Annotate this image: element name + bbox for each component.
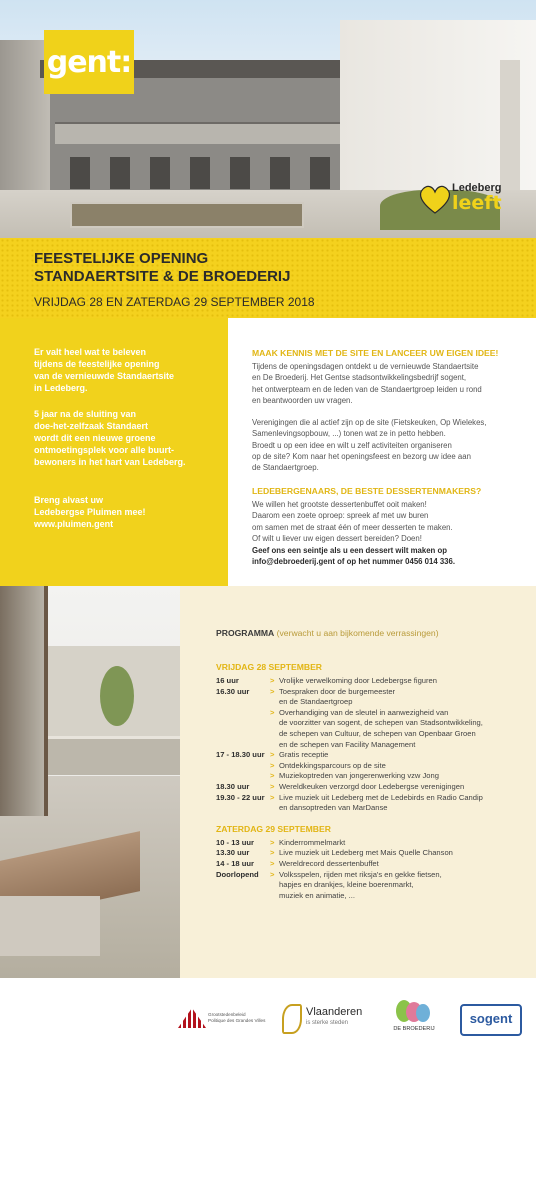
schedule-time: 17 - 18.30 uur <box>216 750 265 760</box>
hero-photo <box>0 0 536 238</box>
schedule-description: Ontdekkingsparcours op de site <box>279 760 386 770</box>
ledeberg-leeft-logo <box>414 178 526 218</box>
info-contact: Geef ons een seintje als u een dessert wilt maken op info@debroederij.gent of op het nummer 0456 014 336. <box>252 546 456 567</box>
courtyard-photo <box>0 586 180 978</box>
schedule-description: Wereldkeuken verzorgd door Ledebergse verenigingen <box>279 782 465 791</box>
grootstedenbeleid-text: Grootstedenbeleid Politique des Grandes Villes <box>208 1012 266 1023</box>
sogent-text: sogent <box>469 1011 513 1026</box>
arrow-icon: > <box>270 837 275 847</box>
schedule-time: 10 - 13 uur <box>216 837 254 847</box>
ledeberg-logo-line1: Ledeberg <box>452 182 502 194</box>
intro-paragraph-2: 5 jaar na de sluiting van doe-het-zelfzaak Standaert wordt dit een nieuwe groene ontmoetingsplek voor alle buurt- bewoners in het hart van Ledeberg. <box>34 409 186 467</box>
sogent-logo <box>460 1004 522 1036</box>
schedule-description: Gratis receptie <box>279 750 329 760</box>
schedule-description: Kinderrommelmarkt <box>279 837 346 847</box>
garden-bed <box>70 202 304 228</box>
arrow-icon: > <box>270 869 275 879</box>
schedule-time: 16 uur <box>216 676 239 685</box>
schedule-description: Vrolijke verwelkoming door Ledebergse figuren <box>279 676 438 685</box>
schedule-time: 18.30 uur <box>216 782 250 791</box>
gent-logo <box>44 30 134 94</box>
schedule-time: 16.30 uur <box>216 686 250 696</box>
vlaanderen-subtext: is sterke steden <box>306 1020 349 1026</box>
programme-heading: PROGRAMMA (verwacht u aan bijkomende verrassingen) <box>216 628 439 638</box>
title-line-2: STANDAERTSITE & DE BROEDERIJ <box>34 268 291 285</box>
arrow-icon: > <box>270 760 275 770</box>
gent-logo-text: gent: <box>46 44 132 80</box>
arrow-icon: > <box>270 676 275 685</box>
schedule-description: Overhandiging van de sleutel in aanwezigheid van de voorzitter van sogent, de schepen van Stadsontwikkeling, de schepen van Cultuur, de schepen van Openbaar Groen en de schepen van Facility Management <box>279 707 483 749</box>
leaf-icon <box>282 1004 302 1034</box>
programme-note: (verwacht u aan bijkomende verrassingen) <box>276 628 439 638</box>
arrow-icon: > <box>270 859 275 868</box>
arrow-icon: > <box>270 792 275 802</box>
day1-heading: VRIJDAG 28 SEPTEMBER <box>216 662 323 672</box>
broederij-text: DE BROEDERIJ <box>393 1026 435 1032</box>
schedule-time: 14 - 18 uur <box>216 859 254 868</box>
partner-logos <box>0 978 536 1200</box>
arrow-icon: > <box>270 771 275 781</box>
intro-panel <box>0 318 228 586</box>
schedule-description: Live muziek uit Ledeberg met de Ledebirds en Radio Candip en dansoptreden van MarDanse <box>279 792 483 813</box>
info-paragraph-3: We willen het grootste dessertenbuffet ooit maken! Daarom een zoete oproep: spreek af met uw buren om samen met de straat één of meer desserten te maken. Of wilt u liever uw eigen dessert bereiden? Doen! <box>252 500 453 543</box>
title-line-1: FEESTELIJKE OPENING <box>34 250 209 267</box>
programme-panel <box>180 586 536 978</box>
schedule-description: Wereldrecord dessertenbuffet <box>279 859 379 868</box>
event-date: VRIJDAG 28 EN ZATERDAG 29 SEPTEMBER 2018 <box>34 295 315 309</box>
info-paragraph-2: Verenigingen die al actief zijn op de site (Fietskeuken, Op Wielekes, Samenlevingsopbouw, ...) tonen wat ze in petto hebben. Broedt u op een idee en wilt u zelf activiteiten organiseren op de site? Kom naar het openingsfeest en bezorg uw idee aan de Standaertgroep. <box>252 418 487 473</box>
info-panel <box>228 318 536 586</box>
schedule-description: Toespraken door de burgemeester en de Standaertgroep <box>279 686 396 707</box>
arrow-icon: > <box>270 707 275 717</box>
arrow-icon: > <box>270 848 275 858</box>
day2-heading: ZATERDAG 29 SEPTEMBER <box>216 823 331 834</box>
schedule-description: Live muziek uit Ledeberg met Mais Quelle Chanson <box>279 848 453 858</box>
schedule-time: 19.30 - 22 uur <box>216 792 265 802</box>
vlaanderen-text: Vlaanderen <box>306 1006 363 1018</box>
arrow-icon: > <box>270 750 275 760</box>
intro-paragraph-3: Breng alvast uw Ledebergse Pluimen mee! www.pluimen.gent <box>34 495 146 529</box>
arrow-icon: > <box>270 782 275 791</box>
arrow-icon: > <box>270 686 275 696</box>
info-heading-2: LEDEBERGENAARS, DE BESTE DESSERTENMAKERS? <box>252 486 482 496</box>
vlaanderen-logo <box>282 1000 372 1036</box>
schedule-description: Volksspelen, rijden met riksja's en gekke fietsen, hapjes en drankjes, kleine boerenmarkt, muziek en animatie, ... <box>279 869 442 900</box>
schedule-time: 13.30 uur <box>216 848 250 858</box>
info-paragraph-1: Tijdens de openingsdagen ontdekt u de vernieuwde Standaertsite en De Broederij. Het Gentse stadsontwikkelingsbedrijf sogent, het ontwerpteam en de leden van de Standaertgroep leiden u rond en beantwoorden uw vragen. <box>252 362 482 405</box>
grootstedenbeleid-logo <box>178 1000 270 1036</box>
intro-paragraph-1: Er valt heel wat te beleven tijdens de feestelijke opening van de vernieuwde Standaertsite in Ledeberg. <box>34 347 175 393</box>
ledeberg-logo-line2: leeft <box>452 192 502 214</box>
schedule-description: Muziekoptreden van jongerenwerking vzw Jong <box>279 771 439 781</box>
info-heading-1: MAAK KENNIS MET DE SITE EN LANCEER UW EIGEN IDEE! <box>252 348 499 358</box>
broederij-logo <box>392 1000 436 1036</box>
heart-icon <box>418 184 452 214</box>
schedule-time: Doorlopend <box>216 869 259 879</box>
title-band <box>0 238 536 318</box>
